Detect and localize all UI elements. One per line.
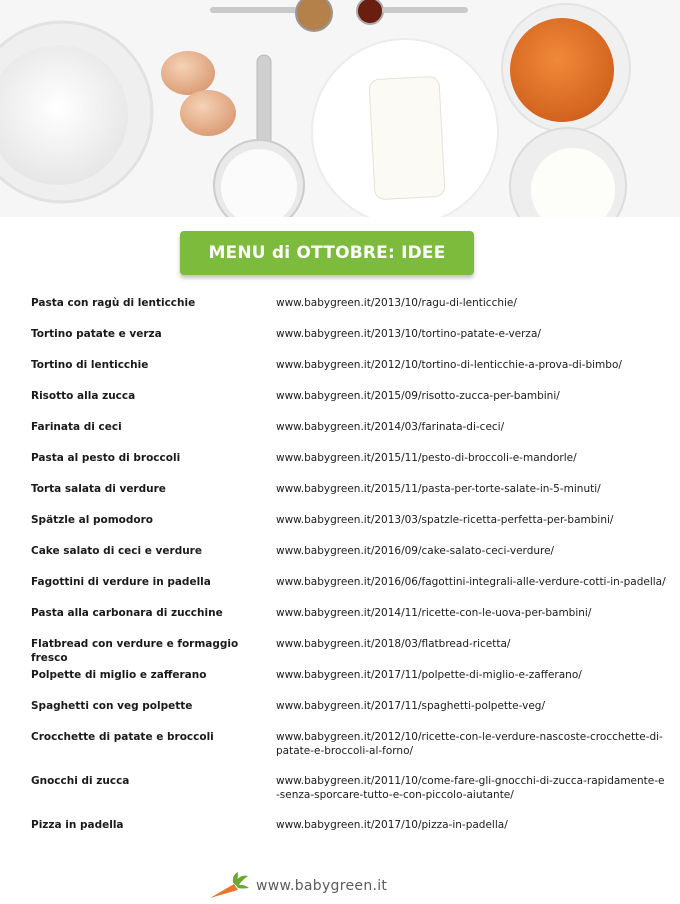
recipe-name: Cake salato di ceci e verdure (31, 545, 202, 557)
recipe-link[interactable]: www.babygreen.it/2018/03/flatbread-ricetta/ (276, 638, 511, 650)
recipe-name: Pizza in padella (31, 819, 124, 831)
recipe-link[interactable]: www.babygreen.it/2014/03/farinata-di-ceci/ (276, 421, 505, 433)
spice-spoon (296, 0, 332, 31)
recipe-name: Crocchette di patate e broccoli (31, 731, 214, 743)
title-banner (180, 231, 474, 275)
recipe-row (31, 420, 666, 451)
recipe-name: Pasta con ragù di lenticchie (31, 297, 196, 309)
recipe-row (31, 637, 666, 668)
footer-site-link[interactable]: www.babygreen.it (256, 878, 388, 894)
page-title: MENU di OTTOBRE: IDEE (208, 243, 446, 263)
recipe-name: Farinata di ceci (31, 421, 122, 433)
recipe-link[interactable]: www.babygreen.it/2017/10/pizza-in-padella/ (276, 819, 508, 831)
footer-logo[interactable] (208, 872, 408, 900)
recipe-row (31, 482, 666, 513)
recipe-row (31, 730, 666, 774)
recipe-row (31, 575, 666, 606)
recipe-row (31, 513, 666, 544)
recipe-link[interactable]: www.babygreen.it/2013/03/spatzle-ricetta-perfetta-per-bambini/ (276, 514, 614, 526)
recipe-name: Fagottini di verdure in padella (31, 576, 211, 588)
recipe-name: Polpette di miglio e zafferano (31, 669, 207, 681)
kitchen-ingredients-illustration (0, 0, 680, 217)
egg-bottom (180, 90, 236, 136)
recipe-link[interactable]: www.babygreen.it/2015/09/risotto-zucca-per-bambini/ (276, 390, 560, 402)
hero-photo (0, 0, 680, 217)
recipe-link[interactable]: www.babygreen.it/2017/11/spaghetti-polpette-veg/ (276, 700, 546, 712)
recipe-row (31, 389, 666, 420)
measuring-spoon-handle (210, 7, 300, 13)
recipe-link[interactable]: www.babygreen.it/2011/10/come-fare-gli-gnocchi-di-zucca-rapidamente-e-senza-sporcare-tutto-e-con-piccolo-aiutante/ (276, 775, 665, 801)
recipe-link[interactable]: www.babygreen.it/2015/11/pasta-per-torte-salate-in-5-minuti/ (276, 483, 601, 495)
recipe-name: Flatbread con verdure e formaggio fresco (31, 638, 239, 664)
carrot-icon (208, 872, 250, 900)
recipe-name: Torta salata di verdure (31, 483, 166, 495)
recipe-row (31, 544, 666, 575)
recipe-row (31, 818, 666, 849)
recipe-row (31, 358, 666, 389)
recipe-name: Gnocchi di zucca (31, 775, 130, 787)
recipe-row (31, 668, 666, 699)
recipe-link[interactable]: www.babygreen.it/2013/10/tortino-patate-e-verza/ (276, 328, 541, 340)
recipe-row (31, 327, 666, 358)
pumpkin-puree (510, 18, 614, 122)
recipe-link[interactable]: www.babygreen.it/2016/09/cake-salato-ceci-verdure/ (276, 545, 555, 557)
recipe-name: Pasta alla carbonara di zucchine (31, 607, 223, 619)
cream-cheese-block (369, 76, 445, 199)
recipe-name: Spätzle al pomodoro (31, 514, 154, 526)
recipe-list (31, 296, 666, 849)
recipe-name: Tortino patate e verza (31, 328, 162, 340)
recipe-link[interactable]: www.babygreen.it/2012/10/ricette-con-le-verdure-nascoste-crocchette-di-patate-e-broccoli-al-forno/ (276, 731, 663, 757)
recipe-link[interactable]: www.babygreen.it/2017/11/polpette-di-miglio-e-zafferano/ (276, 669, 582, 681)
recipe-link[interactable]: www.babygreen.it/2013/10/ragu-di-lenticchie/ (276, 297, 517, 309)
recipe-row (31, 451, 666, 482)
recipe-link[interactable]: www.babygreen.it/2015/11/pesto-di-broccoli-e-mandorle/ (276, 452, 577, 464)
measuring-cup-handle (257, 55, 271, 150)
recipe-name: Risotto alla zucca (31, 390, 136, 402)
recipe-row (31, 774, 666, 818)
recipe-name: Pasta al pesto di broccoli (31, 452, 181, 464)
recipe-row (31, 296, 666, 327)
recipe-row (31, 699, 666, 730)
recipe-link[interactable]: www.babygreen.it/2016/06/fagottini-integrali-alle-verdure-cotti-in-padella/ (276, 576, 666, 588)
recipe-link[interactable]: www.babygreen.it/2014/11/ricette-con-le-uova-per-bambini/ (276, 607, 592, 619)
recipe-row (31, 606, 666, 637)
egg-top (161, 51, 215, 95)
vanilla-spoon (357, 0, 383, 24)
recipe-name: Spaghetti con veg polpette (31, 700, 193, 712)
recipe-name: Tortino di lenticchie (31, 359, 149, 371)
recipe-link[interactable]: www.babygreen.it/2012/10/tortino-di-lenticchie-a-prova-di-bimbo/ (276, 359, 622, 371)
